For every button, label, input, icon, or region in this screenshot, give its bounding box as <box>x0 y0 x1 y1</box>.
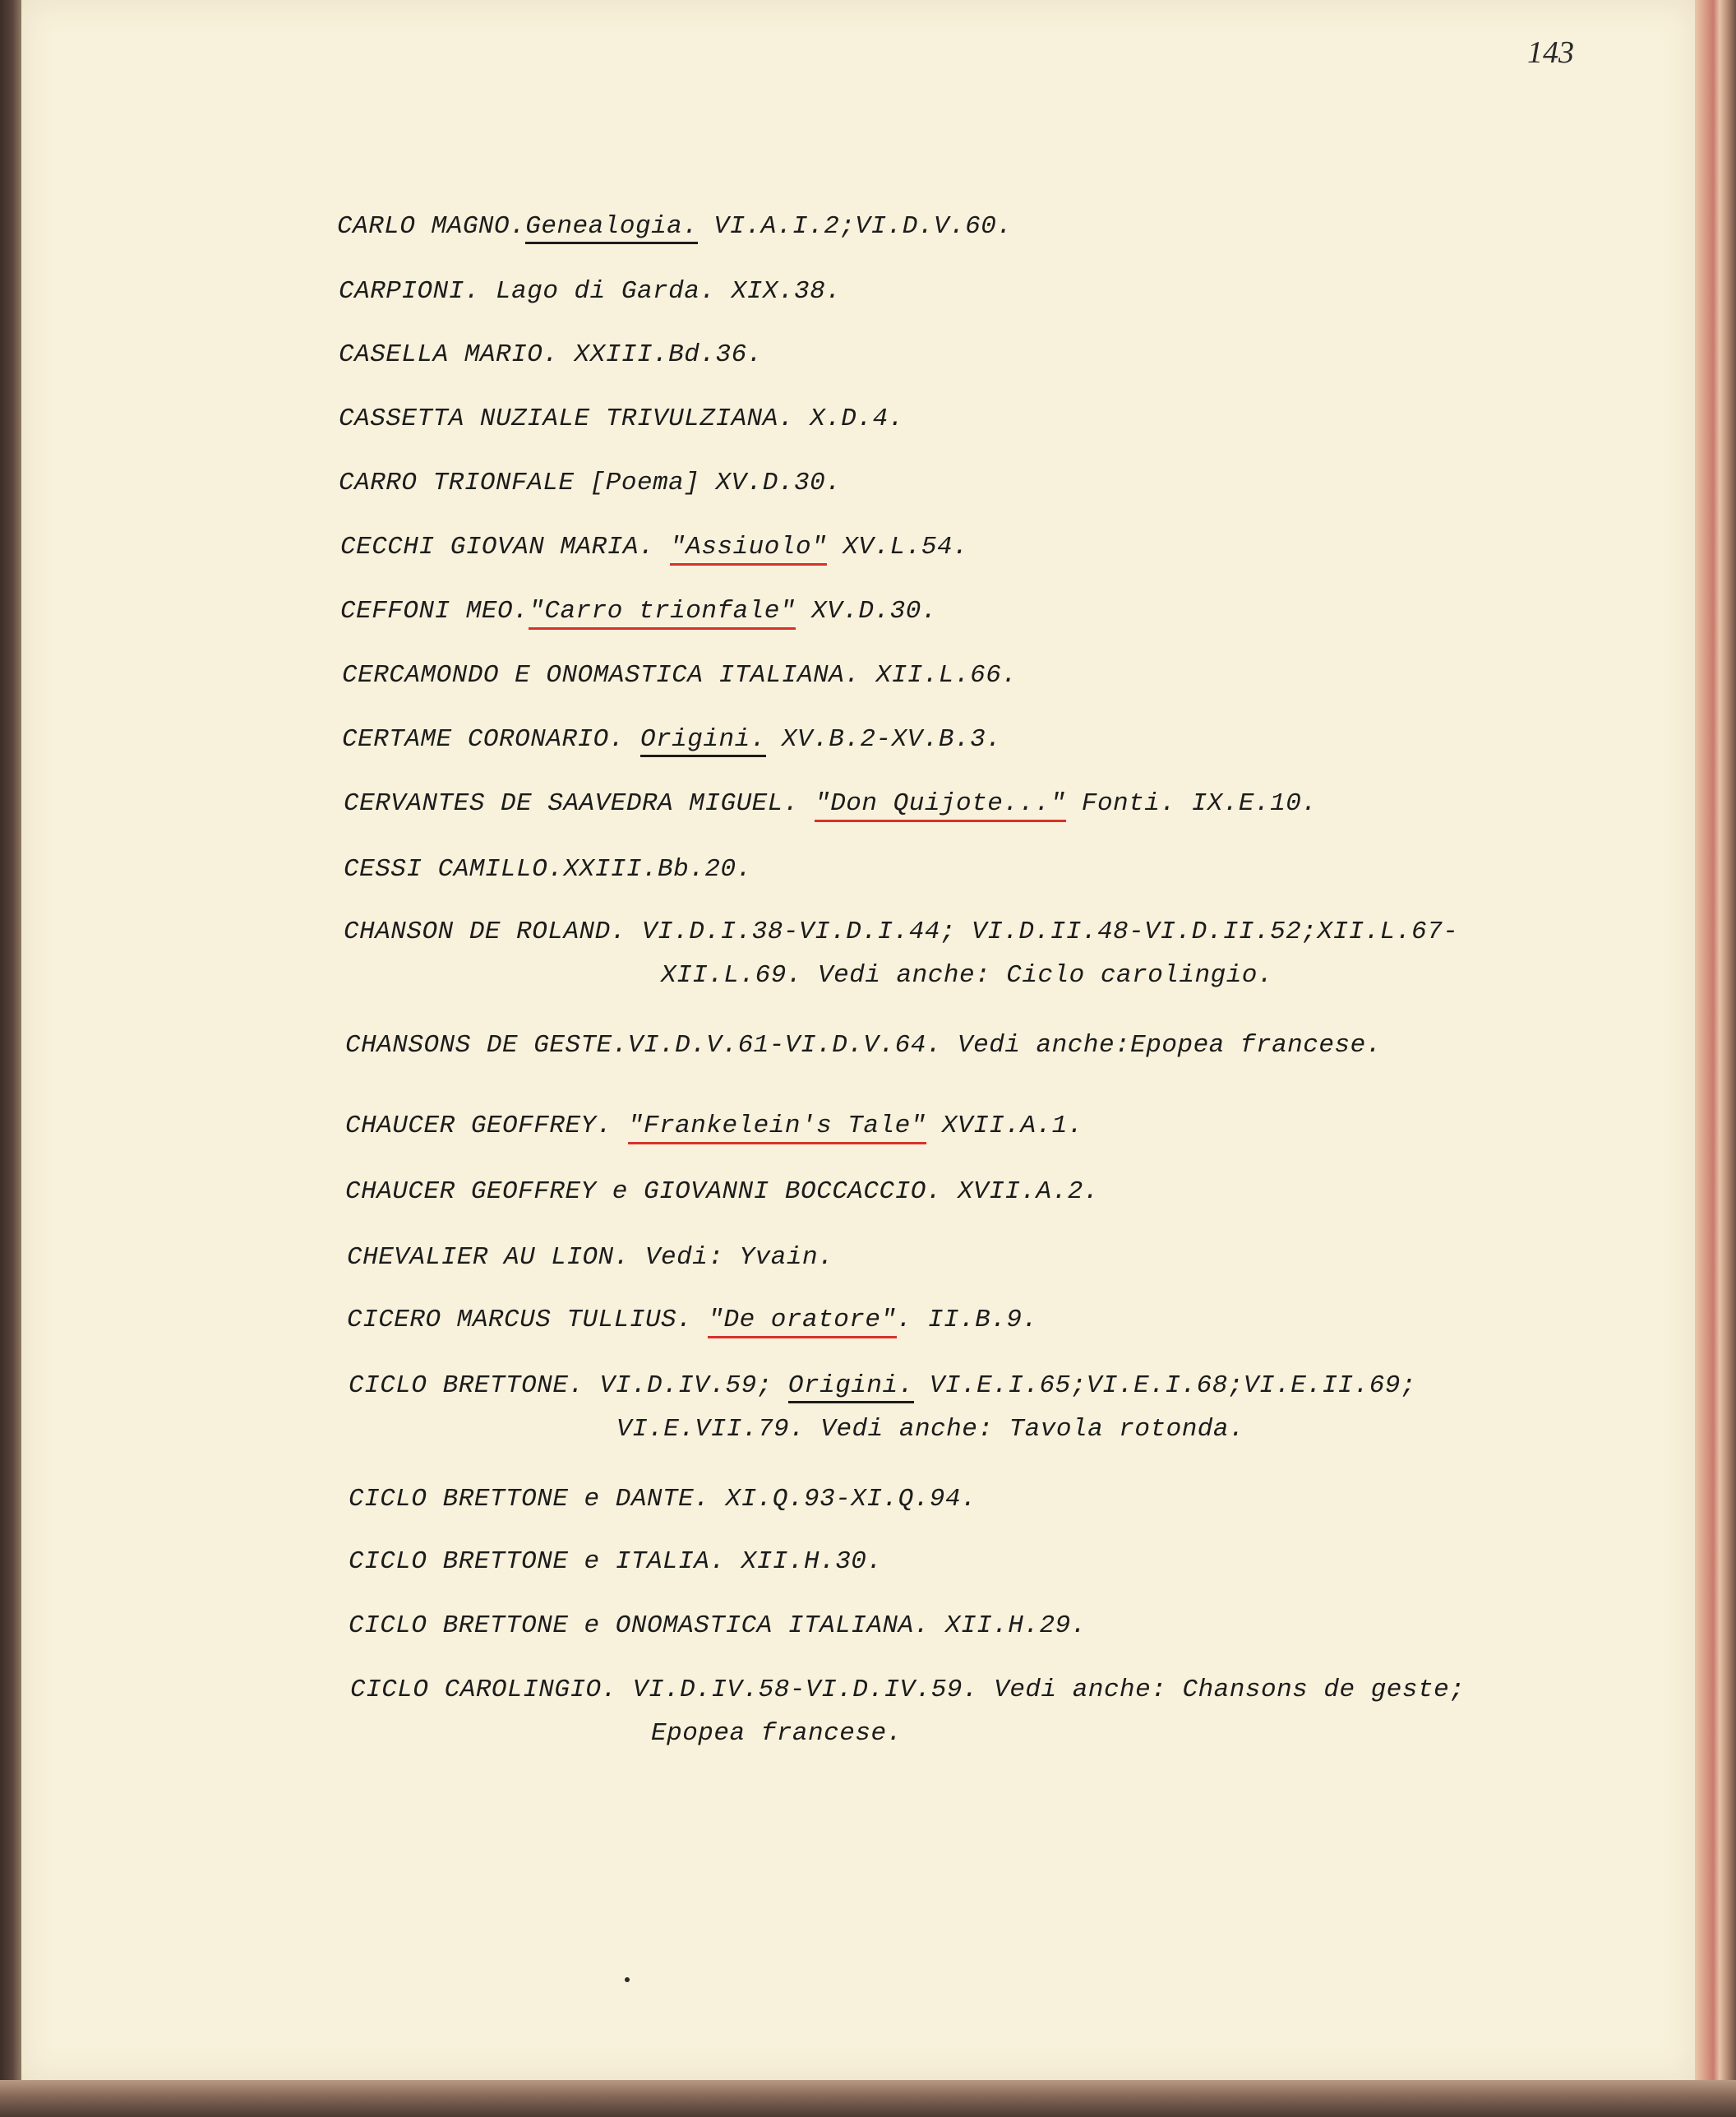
entry-underlined-term: "Carro trionfale" <box>529 597 796 630</box>
entry-underlined-term: Origini. <box>640 725 766 757</box>
entry-reference: XVII.A.1. <box>926 1112 1083 1140</box>
entry-reference: XV.D.30. <box>796 597 937 626</box>
entry-heading: CICERO MARCUS TULLIUS. <box>347 1306 709 1334</box>
entry-heading: CICLO BRETTONE. VI.D.IV.59; <box>349 1371 788 1400</box>
entry-underlined-term: "Assiuolo" <box>670 533 827 566</box>
entry-reference: . II.B.9. <box>896 1306 1038 1334</box>
index-entry <box>345 1112 1083 1140</box>
entry-reference: XV.L.54. <box>827 533 969 562</box>
page-number: 143 <box>1527 35 1574 70</box>
entry-reference: VI.E.I.65;VI.E.I.68;VI.E.II.69; <box>913 1371 1417 1400</box>
index-entry <box>345 1031 1382 1060</box>
index-entry <box>349 1371 1416 1444</box>
page-edges-right <box>1695 0 1736 2117</box>
entry-underlined-term: Genealogia. <box>525 212 698 244</box>
entry-text: CESSI CAMILLO.XXIII.Bb.20. <box>344 855 752 884</box>
entry-underlined-term: "De oratore" <box>708 1306 896 1338</box>
entry-text: CHAUCER GEOFFREY e GIOVANNI BOCCACCIO. XVII.A.2. <box>345 1177 1099 1206</box>
entry-text: CHANSONS DE GESTE.VI.D.V.61-VI.D.V.64. Vedi anche:Epopea francese. <box>345 1031 1382 1060</box>
entry-text: CICLO BRETTONE e ONOMASTICA ITALIANA. XII.H.29. <box>349 1611 1087 1640</box>
entry-heading: CERTAME CORONARIO. <box>342 725 640 754</box>
index-entry <box>339 277 841 306</box>
entry-text: CASSETTA NUZIALE TRIVULZIANA. X.D.4. <box>339 404 904 433</box>
index-entry <box>342 661 1017 690</box>
index-entry <box>349 1485 976 1514</box>
index-entry <box>339 404 904 433</box>
entry-text: CHANSON DE ROLAND. VI.D.I.38-VI.D.I.44; VI.D.II.48-VI.D.II.52;XII.L.67- <box>344 918 1459 946</box>
entry-heading: CHAUCER GEOFFREY. <box>345 1112 628 1140</box>
index-entry <box>347 1306 1038 1334</box>
entry-text: CASELLA MARIO. XXIII.Bd.36. <box>339 340 763 369</box>
entry-text: CARPIONI. Lago di Garda. XIX.38. <box>339 277 842 306</box>
index-entry <box>350 1676 1465 1748</box>
entry-continuation: XII.L.69. Vedi anche: Ciclo carolingio. <box>661 961 1274 990</box>
entry-text: CICLO BRETTONE e ITALIA. XII.H.30. <box>349 1547 883 1576</box>
entry-underlined-term: Origini. <box>788 1371 914 1403</box>
index-entry <box>339 340 763 369</box>
entry-underlined-term: "Frankelein's Tale" <box>628 1112 926 1144</box>
index-entry <box>337 212 1012 241</box>
entry-text: CERCAMONDO E ONOMASTICA ITALIANA. XII.L.66. <box>342 661 1018 690</box>
entry-underlined-term: "Don Quijote..." <box>815 789 1066 822</box>
index-entry <box>349 1611 1087 1640</box>
entry-heading: CECCHI GIOVAN MARIA. <box>340 533 671 562</box>
page-edges-bottom <box>0 2080 1736 2117</box>
index-entry <box>349 1547 883 1576</box>
index-entry <box>347 1243 833 1272</box>
index-entry <box>344 789 1317 818</box>
entry-continuation: VI.E.VII.79. Vedi anche: Tavola rotonda. <box>616 1415 1245 1444</box>
entry-reference: Fonti. IX.E.10. <box>1065 789 1318 818</box>
entry-reference: XV.B.2-XV.B.3. <box>765 725 1002 754</box>
entry-text: CARRO TRIONFALE [Poema] XV.D.30. <box>339 469 842 497</box>
entry-text: CICLO CAROLINGIO. VI.D.IV.58-VI.D.IV.59. Vedi anche: Chansons de geste; <box>350 1676 1466 1704</box>
entry-text: CHEVALIER AU LION. Vedi: Yvain. <box>347 1243 834 1272</box>
index-entry <box>340 533 968 562</box>
entry-heading: CARLO MAGNO. <box>337 212 526 241</box>
entry-reference: VI.A.I.2;VI.D.V.60. <box>713 212 1013 241</box>
index-entry <box>340 597 937 626</box>
index-entry <box>339 469 841 497</box>
index-entry <box>344 918 1458 990</box>
entry-continuation: Epopea francese. <box>651 1719 903 1748</box>
book-binding <box>0 0 21 2117</box>
entry-heading: CERVANTES DE SAAVEDRA MIGUEL. <box>344 789 815 818</box>
index-entry <box>342 725 1001 754</box>
index-entry <box>344 855 752 884</box>
ink-speck <box>625 1977 630 1982</box>
entry-text: CICLO BRETTONE e DANTE. XI.Q.93-XI.Q.94. <box>349 1485 977 1514</box>
index-entry <box>345 1177 1099 1206</box>
entry-heading: CEFFONI MEO. <box>340 597 529 626</box>
